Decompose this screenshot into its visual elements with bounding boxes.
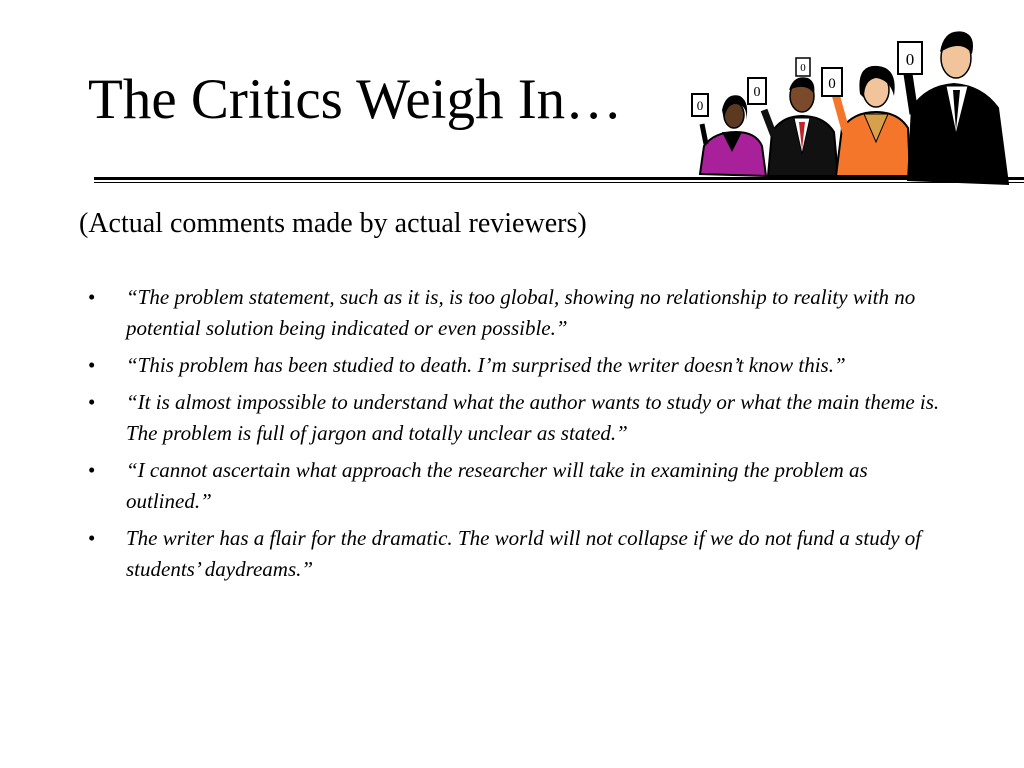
bullet-text: The writer has a flair for the dramatic. The world will not collapse if we do not fund a study of students’ daydreams.” <box>126 526 922 581</box>
bullet-dot: • <box>88 353 96 377</box>
score-card: 0 <box>753 85 761 100</box>
bullet-text: “This problem has been studied to death. I’m surprised the writer doesn’t know this.” <box>126 353 846 377</box>
bullet-dot: • <box>88 390 96 414</box>
title-underline <box>94 177 1024 180</box>
bullet-dot: • <box>88 526 96 550</box>
score-card: 0 <box>696 98 704 113</box>
bullet-dot: • <box>88 285 96 309</box>
critic-figure <box>692 94 766 176</box>
bullet-list <box>88 282 948 591</box>
title-underline-thin <box>94 182 1024 183</box>
slide-subtitle: (Actual comments made by actual reviewers) <box>79 208 587 239</box>
score-card-extra <box>796 58 810 76</box>
critics-clipart <box>686 24 1024 188</box>
score-card: 0 <box>828 76 836 92</box>
slide-title: The Critics Weigh In… <box>88 68 623 131</box>
bullet-dot: • <box>88 458 96 482</box>
bullet-text: “I cannot ascertain what approach the researcher will take in examining the problem as outlined.” <box>126 458 868 513</box>
bullet-item <box>88 455 948 517</box>
bullet-item <box>88 282 948 344</box>
score-card: 0 <box>800 62 806 74</box>
bullet-text: “It is almost impossible to understand what the author wants to study or what the main theme is. The problem is full of jargon and totally unclear as stated.” <box>126 390 940 445</box>
critic-figure <box>898 31 1008 184</box>
bullet-item <box>88 350 948 381</box>
bullet-item <box>88 387 948 449</box>
score-card: 0 <box>905 50 915 69</box>
bullet-text: “The problem statement, such as it is, is too global, showing no relationship to reality with no potential solution being indicated or even possible.” <box>126 285 916 340</box>
bullet-item <box>88 523 948 585</box>
